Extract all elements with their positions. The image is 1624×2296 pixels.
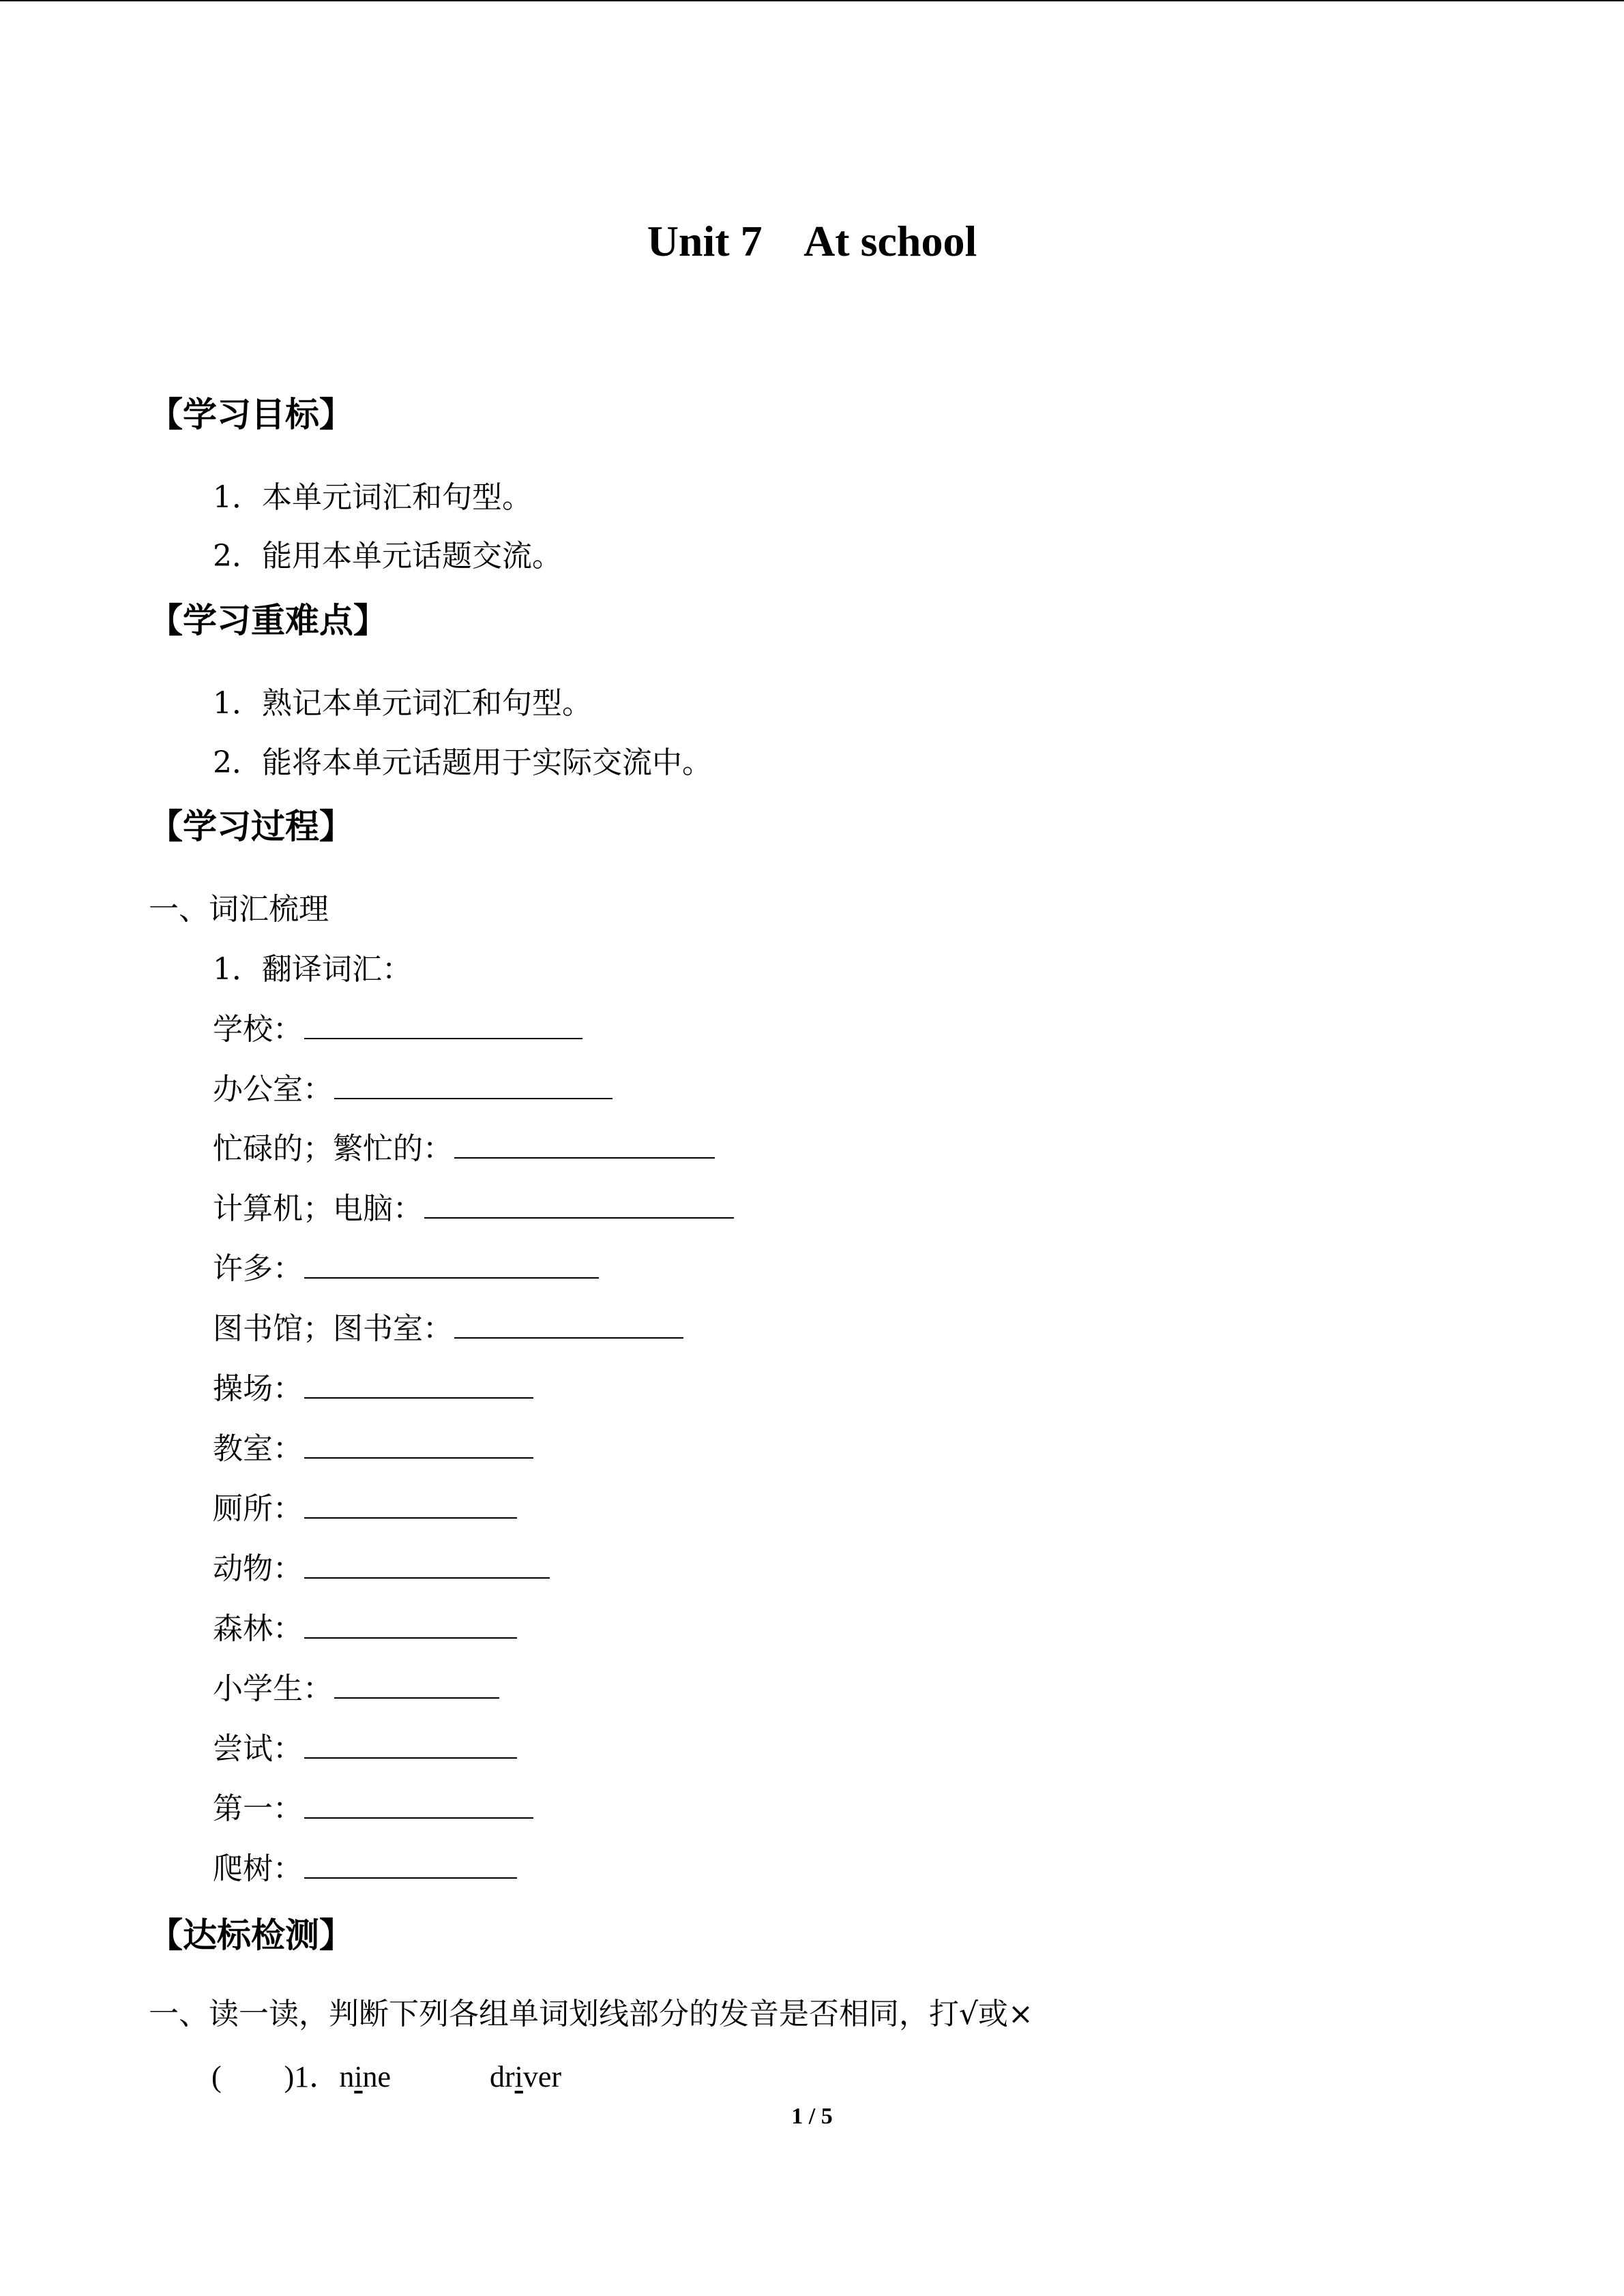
vocab-item: 办公室： <box>213 1071 612 1109</box>
vocab-item: 计算机；电脑： <box>213 1190 734 1228</box>
heading-objectives: 【学习目标】 <box>149 395 353 434</box>
answer-blank[interactable] <box>334 1674 499 1699</box>
page-number: 1 / 5 <box>791 2104 833 2129</box>
vocab-item: 第一： <box>213 1790 533 1828</box>
heading-key-points: 【学习重难点】 <box>149 601 387 640</box>
answer-blank[interactable] <box>304 1254 599 1279</box>
vocab-item: 爬树： <box>213 1850 517 1888</box>
vocab-item: 操场： <box>213 1370 533 1408</box>
answer-blank[interactable] <box>304 1374 533 1399</box>
heading-process: 【学习过程】 <box>149 807 353 846</box>
vocab-item: 尝试： <box>213 1730 517 1768</box>
vocab-item: 图书馆；图书室： <box>213 1310 683 1348</box>
part-title-vocab: 一、词汇梳理 <box>149 892 329 927</box>
answer-blank[interactable] <box>304 1015 582 1039</box>
vocab-item: 小学生： <box>213 1670 499 1708</box>
vocab-item: 动物： <box>213 1550 550 1588</box>
heading-check: 【达标检测】 <box>149 1915 353 1955</box>
answer-blank[interactable] <box>334 1075 612 1099</box>
answer-blank[interactable] <box>424 1194 734 1219</box>
objective-item: 2．能用本单元话题交流。 <box>213 539 562 573</box>
answer-blank[interactable] <box>304 1434 533 1459</box>
answer-blank[interactable] <box>454 1314 683 1339</box>
answer-blank[interactable] <box>454 1134 715 1159</box>
answer-blank[interactable] <box>304 1794 533 1819</box>
word-nine: nine <box>339 2060 392 2093</box>
page-title: Unit 7 At school <box>647 217 977 265</box>
vocab-item: 教室： <box>213 1430 533 1468</box>
vocab-task: 1．翻译词汇： <box>213 952 412 987</box>
answer-blank[interactable] <box>304 1554 550 1579</box>
key-point-item: 2．能将本单元话题用于实际交流中。 <box>213 745 712 780</box>
answer-blank[interactable] <box>304 1854 517 1879</box>
vocab-item: 忙碌的；繁忙的： <box>213 1130 715 1168</box>
vocab-item: 学校： <box>213 1011 582 1049</box>
part-title-pronunciation: 一、读一读，判断下列各组单词划线部分的发音是否相同，打√或× <box>149 1997 1033 2031</box>
answer-blank[interactable] <box>304 1734 517 1759</box>
answer-blank[interactable] <box>304 1494 517 1519</box>
word-driver: driver <box>490 2060 562 2093</box>
vocab-item: 许多： <box>213 1250 599 1288</box>
key-point-item: 1．熟记本单元词汇和句型。 <box>213 686 592 721</box>
vocab-item: 森林： <box>213 1610 517 1648</box>
objective-item: 1．本单元词汇和句型。 <box>213 480 532 515</box>
answer-blank[interactable] <box>304 1614 517 1639</box>
question-1: ( )1．nine <box>211 2060 392 2093</box>
vocab-item: 厕所： <box>213 1490 517 1528</box>
